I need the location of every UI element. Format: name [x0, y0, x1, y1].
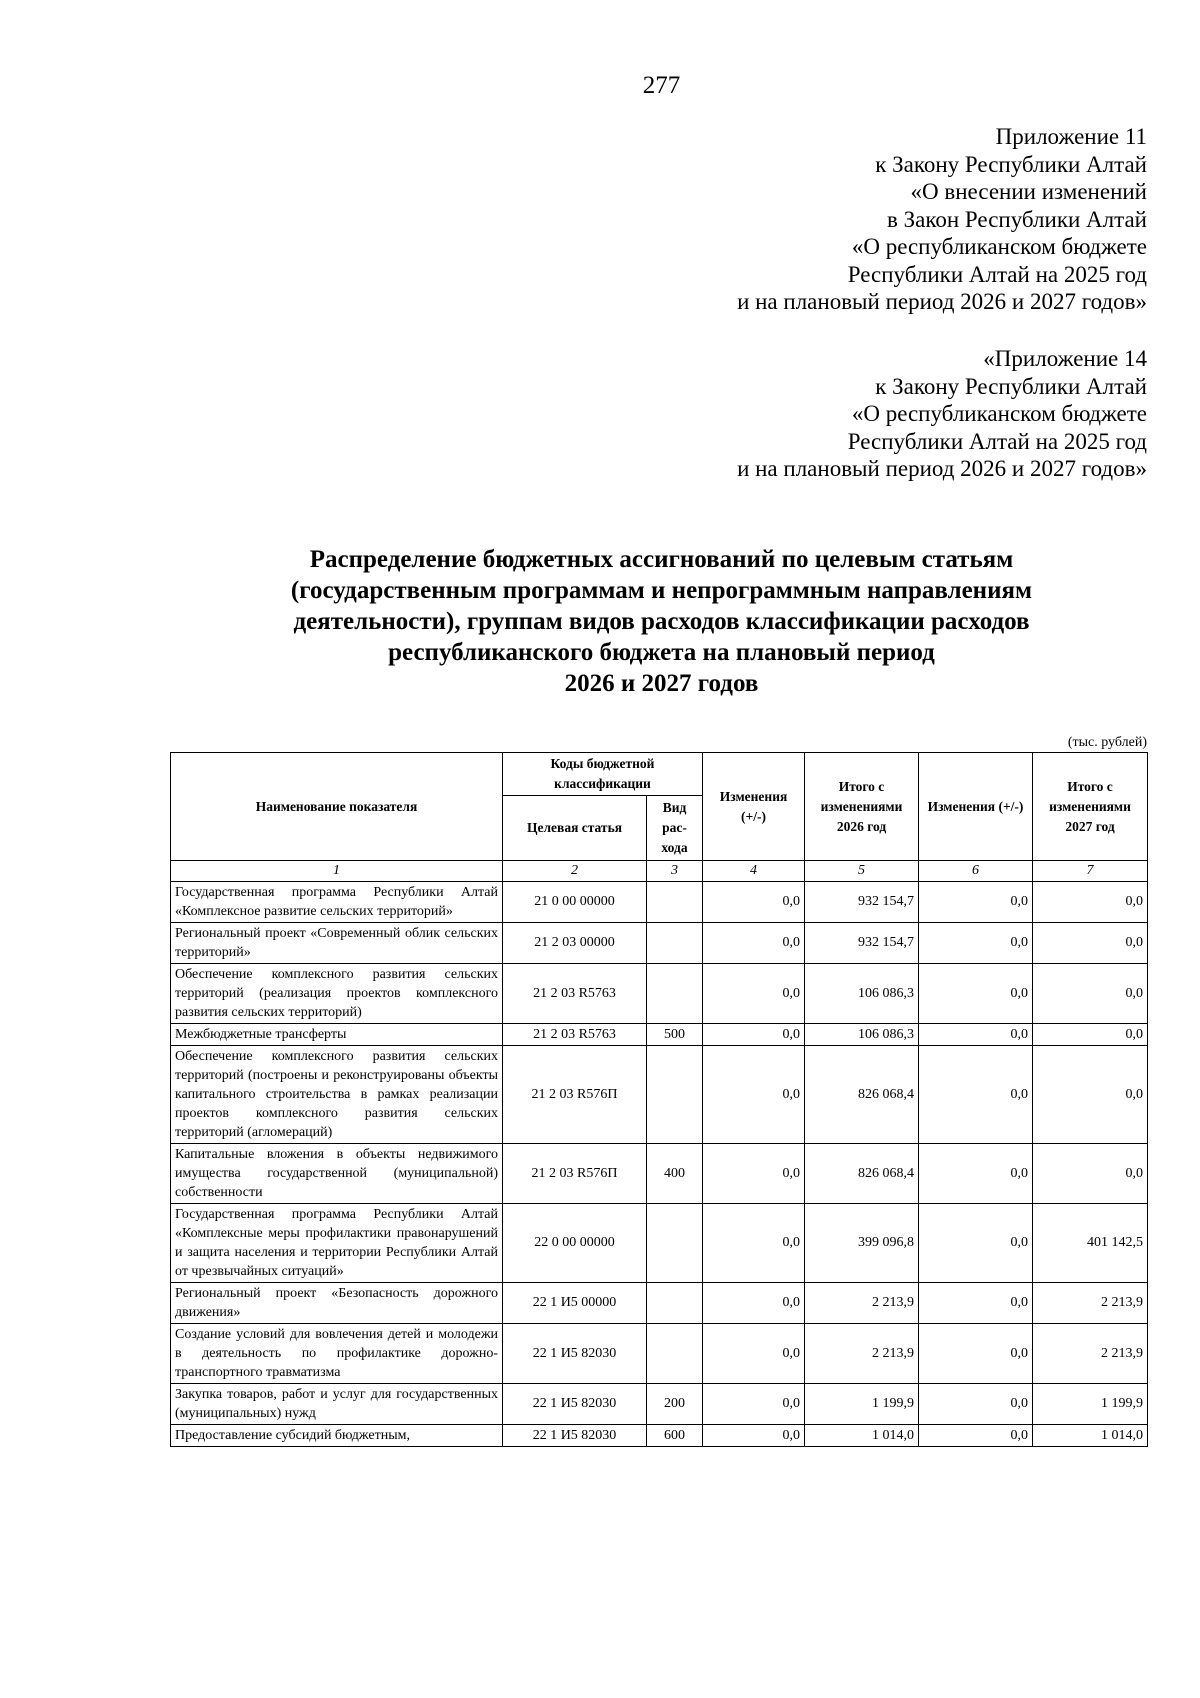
title-line: (государственным программам и непрограммным направлениям: [290, 577, 1033, 604]
title-line: республиканского бюджета на плановый период: [388, 639, 935, 666]
appendix-line: в Закон Республики Алтай: [887, 206, 1147, 232]
row-name: Закупка товаров, работ и услуг для государственных (муниципальных) нужд: [171, 1384, 503, 1425]
row-total-2026: 826 068,4: [805, 1046, 919, 1144]
row-total-2027: 0,0: [1033, 923, 1148, 964]
column-number: 5: [805, 861, 919, 882]
row-change-2027: 0,0: [919, 1384, 1033, 1425]
header-change-2027: Изменения (+/-): [919, 753, 1033, 861]
row-total-2027: 2 213,9: [1033, 1283, 1148, 1324]
table-row: [171, 1324, 1148, 1384]
row-total-2026: 1 014,0: [805, 1425, 919, 1447]
row-change-2027: 0,0: [919, 1204, 1033, 1283]
column-numbers-row: [171, 861, 1148, 882]
header-target-article: Целевая статья: [503, 796, 647, 861]
row-name: Капитальные вложения в объекты недвижимого имущества государственной (муниципальной) собственности: [171, 1144, 503, 1204]
table-row: [171, 1144, 1148, 1204]
appendix-line: «О республиканском бюджете: [851, 234, 1147, 259]
appendix-line: Республики Алтай на 2025 год: [847, 261, 1147, 287]
row-name: Региональный проект «Современный облик сельских территорий»: [171, 923, 503, 964]
row-total-2026: 2 213,9: [805, 1283, 919, 1324]
appendix-line: «О внесении изменений: [910, 179, 1147, 204]
header-total-2026: Итого с изменениями 2026 год: [805, 753, 919, 861]
row-name: Создание условий для вовлечения детей и молодежи в деятельность по профилактике дорожно-транспортного травматизма: [171, 1324, 503, 1384]
row-name: Предоставление субсидий бюджетным,: [171, 1425, 503, 1447]
row-total-2026: 932 154,7: [805, 882, 919, 923]
row-change-2026: 0,0: [703, 964, 805, 1024]
document-title: [160, 544, 1163, 699]
row-expense-kind: 600: [647, 1425, 703, 1447]
row-change-2027: 0,0: [919, 1324, 1033, 1384]
row-change-2027: 0,0: [919, 1283, 1033, 1324]
row-change-2026: 0,0: [703, 1204, 805, 1283]
header-name: Наименование показателя: [171, 753, 503, 861]
row-change-2026: 0,0: [703, 1283, 805, 1324]
row-target-article: 21 2 03 00000: [503, 923, 647, 964]
row-total-2027: 0,0: [1033, 1046, 1148, 1144]
budget-table: [170, 752, 1148, 1447]
row-target-article: 21 2 03 R576П: [503, 1144, 647, 1204]
row-name: Межбюджетные трансферты: [171, 1024, 503, 1046]
row-target-article: 21 0 00 00000: [503, 882, 647, 923]
row-target-article: 21 2 03 R5763: [503, 1024, 647, 1046]
appendix-reference-11: [737, 123, 1147, 316]
header-change-2026: Изменения (+/-): [703, 753, 805, 861]
row-change-2027: 0,0: [919, 1024, 1033, 1046]
row-total-2027: 401 142,5: [1033, 1204, 1148, 1283]
row-total-2026: 106 086,3: [805, 1024, 919, 1046]
row-expense-kind: [647, 1046, 703, 1144]
appendix-line: к Закону Республики Алтай: [875, 151, 1147, 177]
row-change-2026: 0,0: [703, 1024, 805, 1046]
row-name: Государственная программа Республики Алтай «Комплексное развитие сельских территорий»: [171, 882, 503, 923]
column-number: 2: [503, 861, 647, 882]
row-expense-kind: [647, 1204, 703, 1283]
row-expense-kind: 200: [647, 1384, 703, 1425]
row-change-2027: 0,0: [919, 882, 1033, 923]
row-total-2026: 399 096,8: [805, 1204, 919, 1283]
row-expense-kind: 500: [647, 1024, 703, 1046]
row-expense-kind: [647, 923, 703, 964]
row-expense-kind: [647, 1283, 703, 1324]
column-number: 4: [703, 861, 805, 882]
row-total-2026: 1 199,9: [805, 1384, 919, 1425]
row-change-2027: 0,0: [919, 1425, 1033, 1447]
title-line: деятельности), группам видов расходов классификации расходов: [293, 608, 1030, 635]
row-change-2026: 0,0: [703, 1425, 805, 1447]
row-expense-kind: 400: [647, 1144, 703, 1204]
row-name: Обеспечение комплексного развития сельских территорий (реализация проектов комплексного развития сельских территорий): [171, 964, 503, 1024]
row-change-2027: 0,0: [919, 1144, 1033, 1204]
row-name: Обеспечение комплексного развития сельских территорий (построены и реконструированы объекты капитального строительства в рамках реализации проектов комплексного развития сельских территорий (агломераций): [171, 1046, 503, 1144]
column-number: 7: [1033, 861, 1148, 882]
appendix-line: к Закону Республики Алтай: [875, 373, 1147, 399]
row-target-article: 22 0 00 00000: [503, 1204, 647, 1283]
row-name: Государственная программа Республики Алтай «Комплексные меры профилактики правонарушений и защита населения и территории Республики Алтай от чрезвычайных ситуаций»: [171, 1204, 503, 1283]
appendix-line: «О республиканском бюджете: [851, 401, 1147, 426]
column-number: 1: [171, 861, 503, 882]
row-total-2027: 0,0: [1033, 1024, 1148, 1046]
row-total-2027: 2 213,9: [1033, 1324, 1148, 1384]
row-change-2026: 0,0: [703, 923, 805, 964]
row-change-2026: 0,0: [703, 1324, 805, 1384]
row-total-2026: 826 068,4: [805, 1144, 919, 1204]
row-total-2027: 0,0: [1033, 882, 1148, 923]
table-row: [171, 1425, 1148, 1447]
row-target-article: 22 1 И5 82030: [503, 1425, 647, 1447]
page-number: 277: [642, 72, 681, 99]
row-target-article: 22 1 И5 82030: [503, 1324, 647, 1384]
row-total-2026: 106 086,3: [805, 964, 919, 1024]
table-row: [171, 964, 1148, 1024]
row-total-2026: 932 154,7: [805, 923, 919, 964]
row-change-2026: 0,0: [703, 1046, 805, 1144]
row-target-article: 21 2 03 R576П: [503, 1046, 647, 1144]
header-codes-group: Коды бюджетной классификации: [503, 753, 703, 796]
row-expense-kind: [647, 1324, 703, 1384]
appendix-reference-14: [737, 345, 1147, 483]
appendix-line: Республики Алтай на 2025 год: [847, 428, 1147, 454]
units-label: (тыс. рублей): [1067, 735, 1147, 750]
table-row: [171, 923, 1148, 964]
row-expense-kind: [647, 964, 703, 1024]
table-row: [171, 882, 1148, 923]
row-total-2027: 1 014,0: [1033, 1425, 1148, 1447]
row-total-2027: 0,0: [1033, 1144, 1148, 1204]
row-change-2027: 0,0: [919, 1046, 1033, 1144]
row-change-2027: 0,0: [919, 964, 1033, 1024]
table-row: [171, 1384, 1148, 1425]
row-change-2026: 0,0: [703, 882, 805, 923]
row-change-2026: 0,0: [703, 1144, 805, 1204]
header-expense-kind: Вид рас-хода: [647, 796, 703, 861]
table-row: [171, 1283, 1148, 1324]
table-row: [171, 1024, 1148, 1046]
row-target-article: 22 1 И5 82030: [503, 1384, 647, 1425]
row-expense-kind: [647, 882, 703, 923]
appendix-line: Приложение 11: [995, 124, 1147, 149]
title-line: Распределение бюджетных ассигнований по целевым статьям: [309, 546, 1014, 573]
row-target-article: 21 2 03 R5763: [503, 964, 647, 1024]
row-change-2027: 0,0: [919, 923, 1033, 964]
appendix-line: и на плановый период 2026 и 2027 годов»: [737, 456, 1147, 481]
row-total-2027: 0,0: [1033, 964, 1148, 1024]
header-total-2027: Итого с изменениями 2027 год: [1033, 753, 1148, 861]
row-change-2026: 0,0: [703, 1384, 805, 1425]
appendix-line: «Приложение 14: [983, 346, 1147, 371]
table-row: [171, 1046, 1148, 1144]
column-number: 3: [647, 861, 703, 882]
row-total-2026: 2 213,9: [805, 1324, 919, 1384]
table-row: [171, 1204, 1148, 1283]
row-name: Региональный проект «Безопасность дорожного движения»: [171, 1283, 503, 1324]
title-line: 2026 и 2027 годов: [564, 670, 759, 697]
row-total-2027: 1 199,9: [1033, 1384, 1148, 1425]
column-number: 6: [919, 861, 1033, 882]
appendix-line: и на плановый период 2026 и 2027 годов»: [737, 289, 1147, 314]
row-target-article: 22 1 И5 00000: [503, 1283, 647, 1324]
